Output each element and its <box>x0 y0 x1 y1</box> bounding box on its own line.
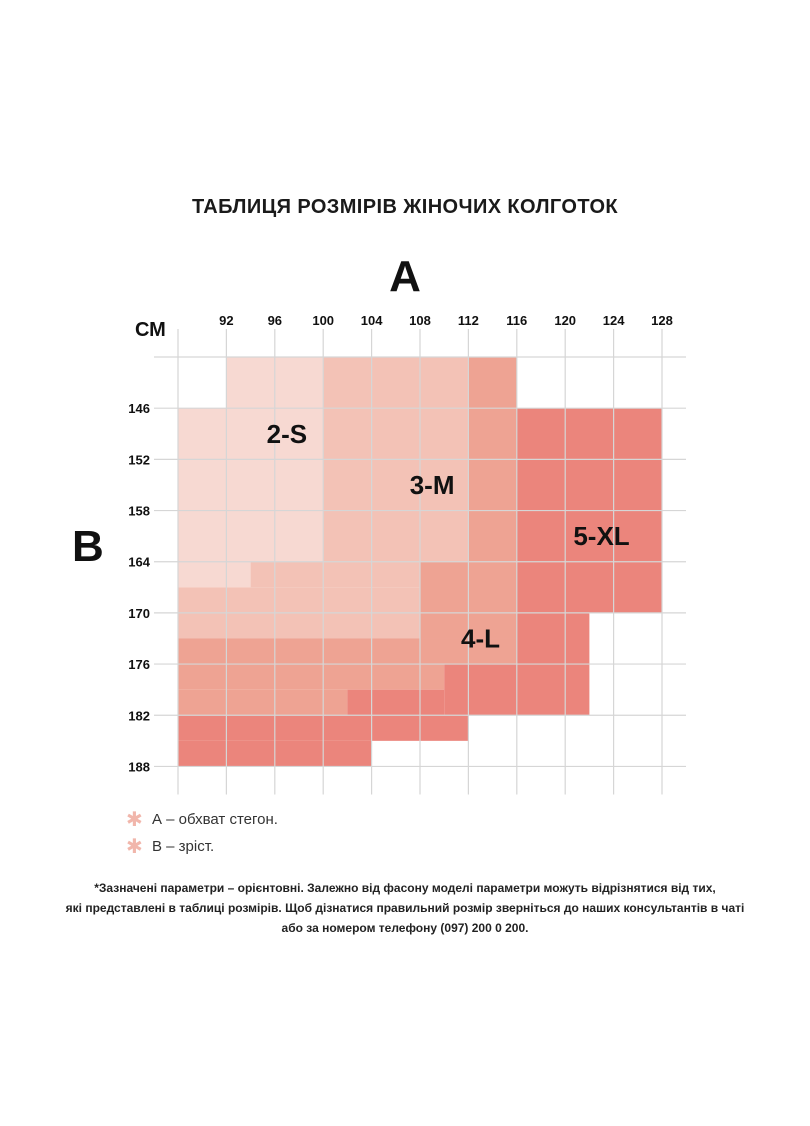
asterisk-icon: ✱ <box>126 836 143 858</box>
axis-b-letter: B <box>72 522 104 571</box>
size-label-4-l: 4-L <box>461 623 500 654</box>
unit-label: СМ <box>135 319 166 341</box>
region-5-xl-part-2 <box>444 664 517 715</box>
y-tick-label: 164 <box>128 554 150 570</box>
legend-text-a: А – обхват стегон. <box>152 811 278 828</box>
x-tick-label: 116 <box>506 313 528 328</box>
x-axis-ticks <box>219 313 673 328</box>
x-tick-label: 92 <box>219 313 234 328</box>
size-label-3-m: 3-M <box>409 469 455 500</box>
y-tick-label: 182 <box>128 708 150 724</box>
legend-item-a <box>126 807 278 832</box>
footnote-line-1: *Зазначені параметри – орієнтовні. Залежно від фасону моделі параметри можуть відрізнятися від тих, <box>94 881 716 895</box>
y-tick-label: 152 <box>128 452 150 468</box>
y-tick-label: 188 <box>128 759 150 775</box>
size-label-5-xl: 5-XL <box>573 521 630 552</box>
region-3-m-part-1 <box>251 562 420 588</box>
x-tick-label: 120 <box>554 313 577 328</box>
x-tick-label: 100 <box>312 313 335 328</box>
region-4-l-part-4 <box>178 690 347 716</box>
footnote <box>40 878 770 938</box>
x-tick-label: 124 <box>602 313 625 328</box>
x-tick-label: 104 <box>360 313 383 328</box>
y-tick-label: 170 <box>128 605 150 621</box>
page-title: ТАБЛИЦЯ РОЗМІРІВ ЖІНОЧИХ КОЛГОТОК <box>191 196 619 218</box>
axis-a-letter: A <box>389 252 421 301</box>
legend-item-b <box>126 834 214 859</box>
legend-text-b: В – зріст. <box>152 838 215 855</box>
y-tick-label: 146 <box>128 401 150 417</box>
y-tick-label: 158 <box>128 503 150 519</box>
x-tick-label: 128 <box>651 313 673 328</box>
y-axis-ticks <box>128 401 150 774</box>
region-5-xl-part-3 <box>347 690 444 716</box>
size-label-2-s: 2-S <box>266 418 308 449</box>
asterisk-icon: ✱ <box>126 809 143 831</box>
x-tick-label: 108 <box>409 313 431 328</box>
region-4-l-part-3 <box>178 664 444 690</box>
footnote-line-2: які представлені в таблиці розмірів. Щоб дізнатися правильний розмір зверніться до наших консультантів в чаті <box>65 901 745 915</box>
footnote-line-3: або за номером телефону (097) 200 0 200. <box>281 921 529 935</box>
x-tick-label: 96 <box>267 313 283 328</box>
region-2-s-part-2 <box>178 562 251 588</box>
y-tick-label: 176 <box>128 657 150 673</box>
x-tick-label: 112 <box>457 313 479 328</box>
